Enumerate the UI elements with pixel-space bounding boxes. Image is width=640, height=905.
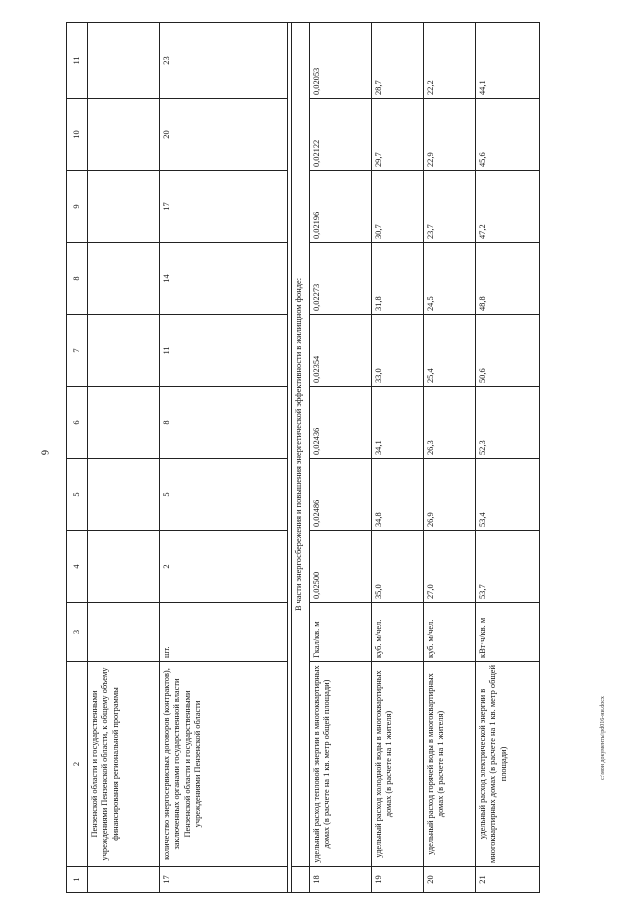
value-cell: 23,7 [424,171,476,243]
value-cell [88,23,160,99]
value-cell: 28,7 [372,23,424,99]
indicator-name: удельный расход горячей воды в многоквартирных домах (в расчете на 1 жителя) [424,662,476,867]
value-cell: 26,9 [424,459,476,531]
indicators-table [66,22,540,893]
value-cell: 50,6 [476,315,540,387]
section-heading-row [292,23,310,893]
value-cell: 0,02486 [310,459,372,531]
value-cell: 14 [160,243,288,315]
value-cell: 27,0 [424,531,476,603]
header-cell: 10 [67,99,88,171]
indicator-name: удельный расход холодной воды в многоквартирных домах (в расчете на 1 жителя) [372,662,424,867]
value-cell: 8 [160,387,288,459]
row-number: 20 [424,867,476,893]
value-cell: 0,02500 [310,531,372,603]
table-row-18 [310,23,372,893]
header-cell: 11 [67,23,88,99]
unit-cell: шт. [160,603,288,662]
value-cell: 26,3 [424,387,476,459]
unit-cell: куб. м/чел. [372,603,424,662]
row-number: 18 [310,867,372,893]
value-cell: 23 [160,23,288,99]
row-number [88,867,160,893]
indicator-name: количество энергосервисных договоров (контрактов), заключенных органами государственной власти Пензенской области и государственными учреждениями Пензенской области [160,662,288,867]
table-row-17 [160,23,288,893]
section-title: В части энергосбережения и повышения энергетической эффективности в жилищном фонде: [292,23,310,867]
value-cell: 0,02053 [310,23,372,99]
header-cell: 8 [67,243,88,315]
header-cell: 4 [67,531,88,603]
value-cell [88,387,160,459]
rotated-table-container [66,23,576,893]
header-cell: 2 [67,662,88,867]
header-cell: 7 [67,315,88,387]
header-row [67,23,88,893]
value-cell: 17 [160,171,288,243]
value-cell: 0,02122 [310,99,372,171]
value-cell: 48,8 [476,243,540,315]
indicator-name: Пензенской области и государственными учреждениями Пензенской области, к общему объему финансирования региональной программы [88,662,160,867]
value-cell: 29,7 [372,99,424,171]
row-number: 21 [476,867,540,893]
header-cell: 6 [67,387,88,459]
value-cell [88,315,160,387]
value-cell [88,531,160,603]
value-cell: 0,02273 [310,243,372,315]
value-cell: 33,0 [372,315,424,387]
header-cell: 5 [67,459,88,531]
unit-cell: Гкал/кв. м [310,603,372,662]
value-cell: 31,8 [372,243,424,315]
table-row-21 [476,23,540,893]
unit-cell [88,603,160,662]
value-cell: 25,4 [424,315,476,387]
section-empty-cell [292,867,310,893]
value-cell: 35,0 [372,531,424,603]
value-cell: 53,7 [476,531,540,603]
table-row-19 [372,23,424,893]
indicator-name: удельный расход электрической энергии в многоквартирных домах (в расчете на 1 кв. метр общей площади) [476,662,540,867]
value-cell [88,243,160,315]
value-cell: 2 [160,531,288,603]
value-cell: 0,02196 [310,171,372,243]
table-row-continued [88,23,160,893]
unit-cell: кВт·ч/кв. м [476,603,540,662]
page-number: 6 [38,450,50,455]
value-cell: 53,4 [476,459,540,531]
value-cell: 34,1 [372,387,424,459]
value-cell [88,459,160,531]
header-cell: 1 [67,867,88,893]
unit-cell: куб. м/чел. [424,603,476,662]
value-cell: 22,2 [424,23,476,99]
footer-file-path: c:\мои документы\pd016-ни.docx [600,696,606,780]
value-cell: 0,02354 [310,315,372,387]
value-cell: 44,1 [476,23,540,99]
value-cell: 5 [160,459,288,531]
value-cell: 0,02436 [310,387,372,459]
row-number: 19 [372,867,424,893]
header-cell: 9 [67,171,88,243]
value-cell: 45,6 [476,99,540,171]
value-cell: 52,3 [476,387,540,459]
indicator-name: удельный расход тепловой энергии в многоквартирных домах (в расчете на 1 кв. метр общей площади) [310,662,372,867]
table-row-20 [424,23,476,893]
value-cell: 24,5 [424,243,476,315]
value-cell: 20 [160,99,288,171]
value-cell: 30,7 [372,171,424,243]
value-cell: 34,8 [372,459,424,531]
value-cell [88,171,160,243]
header-cell: 3 [67,603,88,662]
value-cell: 22,9 [424,99,476,171]
value-cell: 47,2 [476,171,540,243]
value-cell [88,99,160,171]
row-number: 17 [160,867,288,893]
value-cell: 11 [160,315,288,387]
